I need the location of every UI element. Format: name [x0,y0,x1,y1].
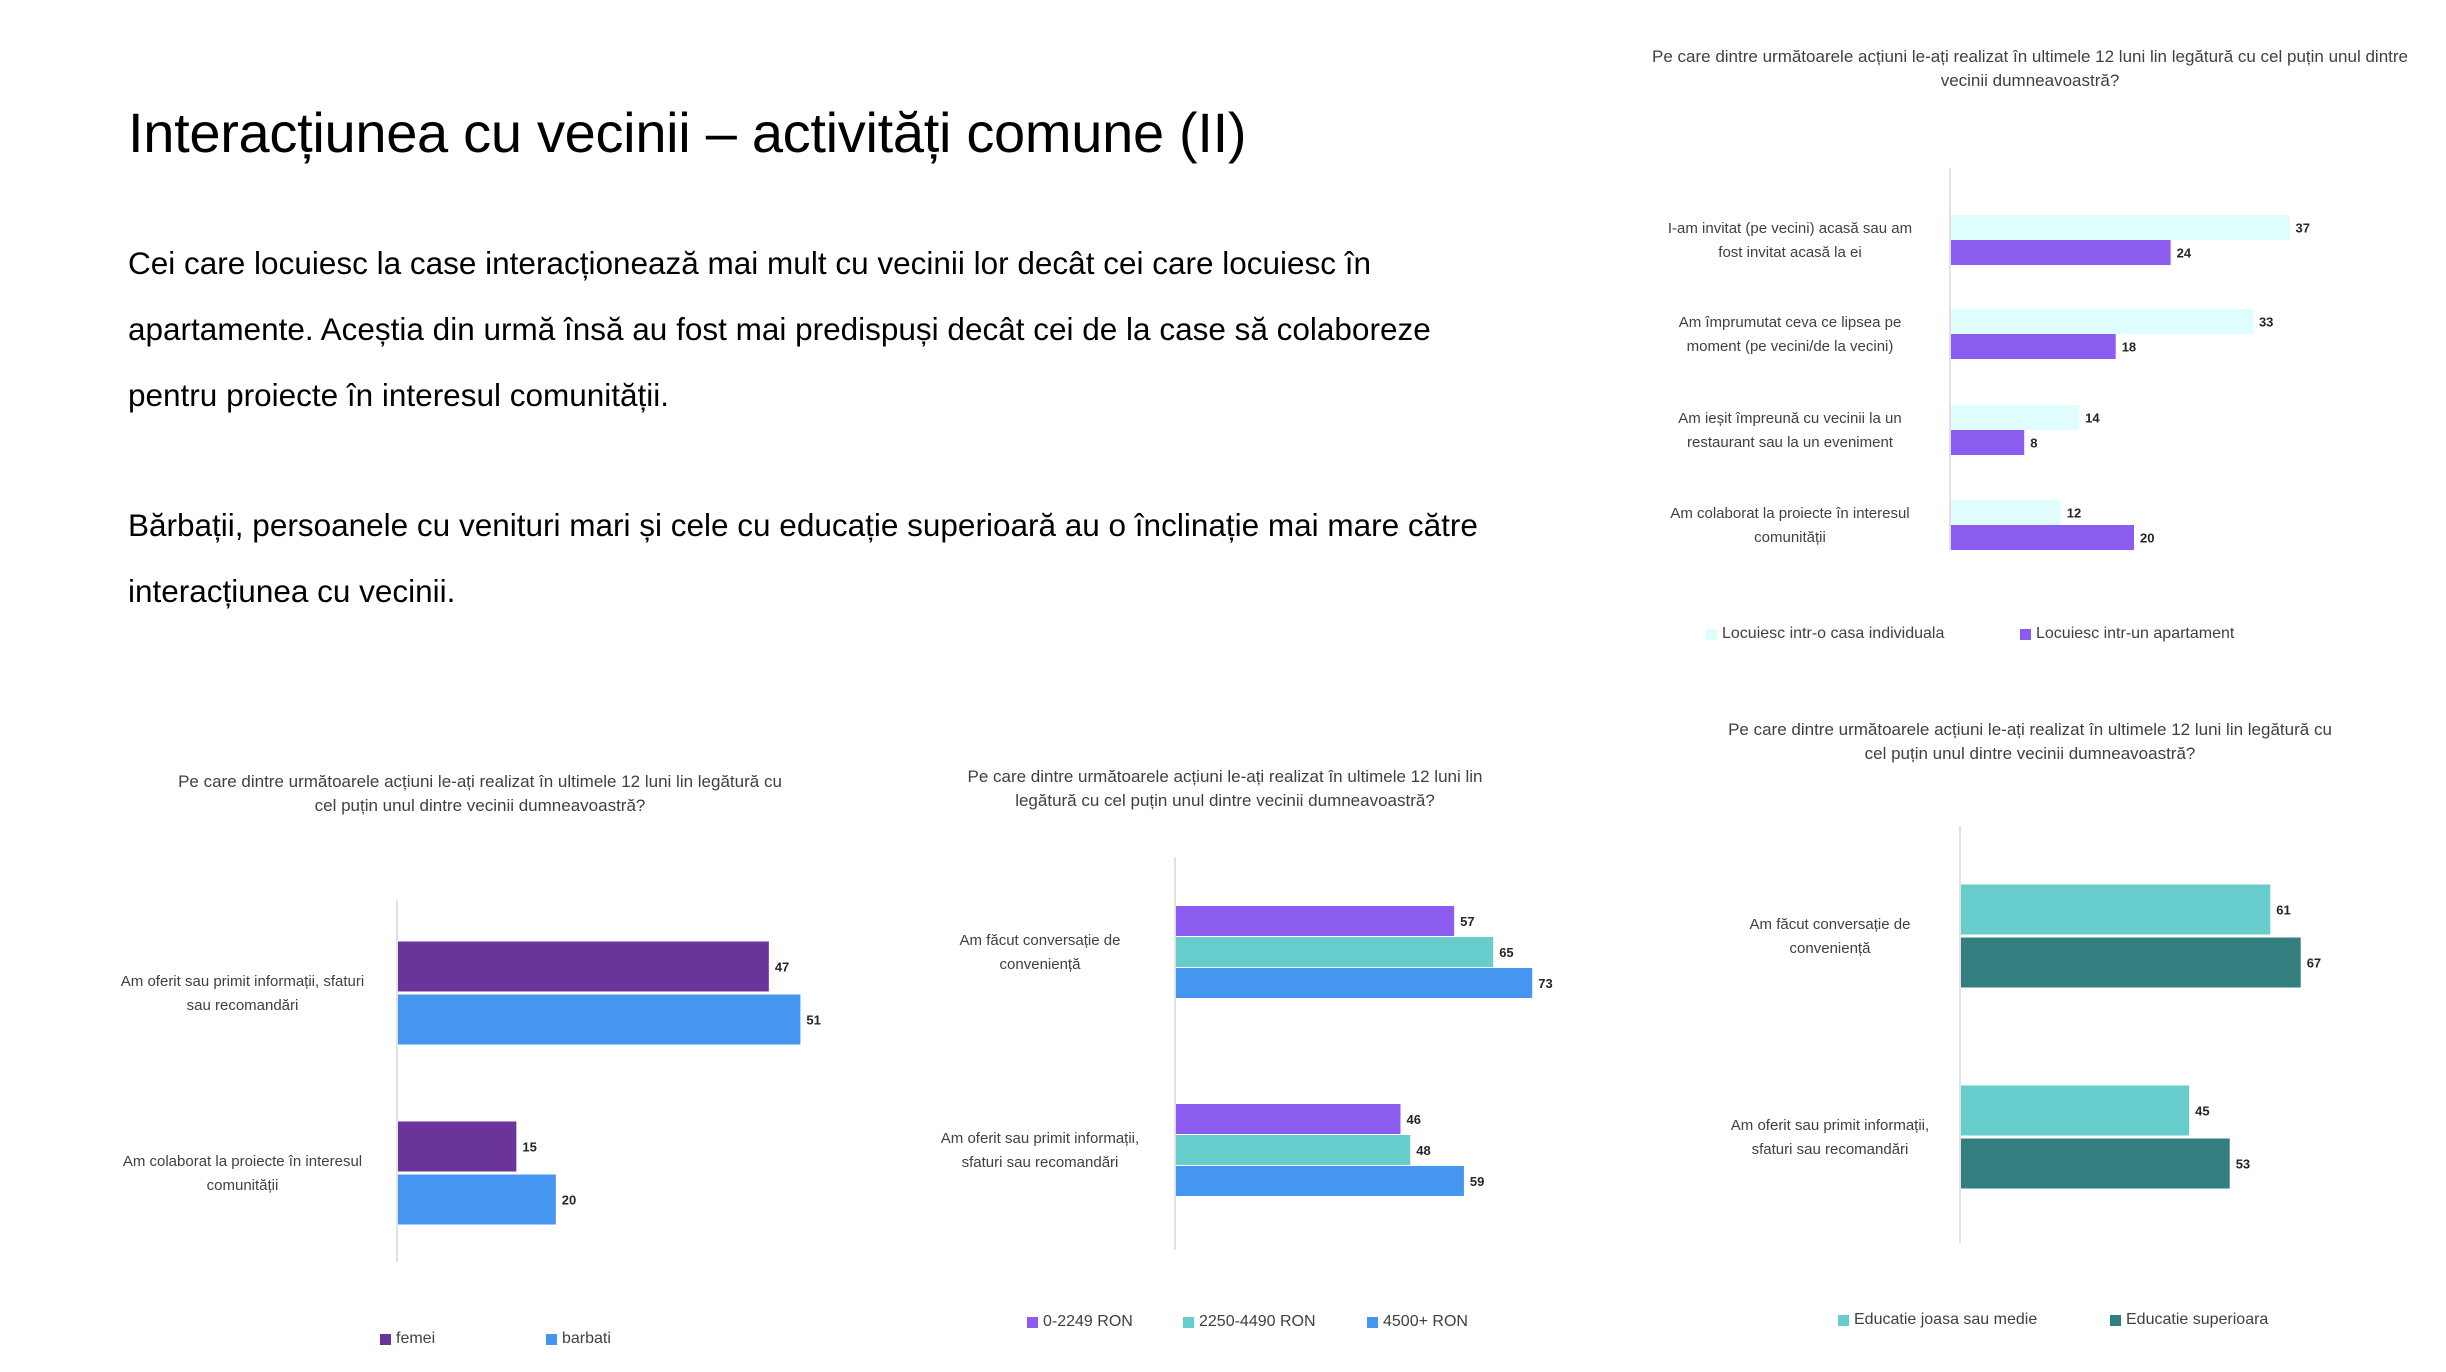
data-label: 45 [2195,1103,2210,1119]
category-label: Am oferit sau primit informații, sfaturi sau recomandări [1730,1117,1930,1158]
legend-label: Educatie superioara [2126,1311,2269,1328]
data-label: 73 [1538,976,1553,991]
bar [398,1122,516,1172]
bar [1176,937,1493,967]
legend-label: 4500+ RON [1383,1313,1468,1330]
category-label: Am făcut conversație de conveniență [959,932,1121,973]
legend-item [2110,1311,2268,1329]
bar [1951,405,2079,430]
data-label: 65 [1499,945,1514,960]
legend-item [1183,1313,1316,1331]
bar [398,942,769,992]
bar [1961,1086,2189,1136]
bar [1176,1104,1400,1134]
legend-swatch [1706,629,1717,640]
legend-item [1367,1313,1468,1331]
bar [1961,1139,2230,1189]
legend-swatch [380,1334,391,1345]
bar [1951,430,2024,455]
bar [1176,1166,1464,1196]
category-label: Am împrumutat ceva ce lipsea pe moment (pe vecini/de la vecini) [1678,314,1902,355]
legend-label: barbati [562,1330,611,1347]
chart-plot [1690,718,2430,1338]
bar [1951,525,2134,550]
slide-title: Interacțiunea cu vecinii – activități comune (II) [128,101,1247,164]
bar [1961,938,2301,988]
legend-swatch [2110,1315,2121,1326]
data-label: 33 [2258,314,2274,330]
bar [1951,334,2116,359]
data-label: 20 [561,1192,577,1208]
legend-item [1027,1313,1133,1331]
legend-item [1706,625,1944,643]
paragraph-demographics: Bărbații, persoanele cu venituri mari și cele cu educație superioară au o înclinație mai mare către interacțiunea cu vecinii. [128,507,1478,609]
data-label: 15 [522,1139,537,1155]
legend-label: 2250-4490 RON [1199,1313,1316,1330]
bar [398,995,800,1045]
data-label: 48 [1416,1143,1431,1158]
category-label: Am oferit sau primit informații, sfaturi sau recomandări [120,973,365,1014]
legend-label: Locuiesc intr-o casa individuala [1722,625,1945,642]
chart-title: Pe care dintre următoarele acțiuni le-ați realizat în ultimele 12 luni lin legătură cu cel puțin unul dintre vecinii dumneavoastră? [178,772,782,815]
data-label: 61 [2276,902,2291,918]
data-label: 67 [2306,955,2322,971]
chart-title: Pe care dintre următoarele acțiuni le-ați realizat în ultimele 12 luni lin legătură cu cel puțin unul dintre vecinii dumneavoastră? [967,767,1483,810]
data-label: 57 [1460,914,1475,929]
chart-title: Pe care dintre următoarele acțiuni le-ați realizat în ultimele 12 luni lin legătură cu cel puțin unul dintre vecinii dumneavoastră? [1728,720,2332,763]
category-label: Am colaborat la proiecte în interesul comunității [122,1153,363,1194]
bar [1176,906,1454,936]
data-label: 24 [2176,245,2192,261]
data-label: 14 [2085,410,2100,426]
legend-swatch [1367,1317,1378,1328]
bar [1961,885,2270,935]
legend-swatch [2020,629,2031,640]
bar [398,1175,556,1225]
legend-label: Locuiesc intr-un apartament [2036,625,2235,642]
legend-item [2020,625,2234,643]
data-label: 59 [1469,1174,1485,1189]
data-label: 51 [806,1012,821,1028]
chart-gender [90,770,880,1360]
bar [1951,500,2061,525]
data-label: 47 [774,959,790,975]
data-label: 46 [1406,1112,1421,1127]
bar [1951,240,2171,265]
data-label: 53 [2235,1156,2251,1172]
legend-swatch [1027,1317,1038,1328]
category-label: Am ieșit împreună cu vecinii la un restaurant sau la un eveniment [1678,410,1902,451]
data-label: 37 [2295,220,2311,236]
bar [1176,968,1532,998]
category-label: Am colaborat la proiecte în interesul comunității [1670,505,1910,546]
category-label: I-am invitat (pe vecini) acasă sau am fost invitat acasă la ei [1667,220,1913,261]
data-label: 18 [2121,339,2137,355]
chart-plot [90,770,880,1360]
paragraph-housing: Cei care locuiesc la case interacționează mai mult cu vecinii lor decât cei care locuiesc în apartamente. Aceștia din urmă însă au fost mai predispuși decât cei de la case să colaboreze pentru proiecte în interesul comunității. [128,245,1431,413]
legend-label: Educatie joasa sau medie [1854,1311,2038,1328]
bar [1951,309,2253,334]
bar [1951,215,2290,240]
category-label: Am făcut conversație de conveniență [1749,916,1911,957]
chart-title: Pe care dintre următoarele acțiuni le-ați realizat în ultimele 12 luni lin legătură cu cel puțin unul dintre vecinii dumneavoastră? [1652,47,2408,90]
chart-plot [1630,45,2430,665]
legend-item [1838,1311,2037,1329]
data-label: 20 [2140,530,2155,546]
legend-item [546,1330,611,1348]
data-label: 12 [2066,505,2082,521]
legend-swatch [1838,1315,1849,1326]
chart-income [905,765,1553,1335]
chart-education [1690,718,2430,1338]
legend-swatch [1183,1317,1194,1328]
legend-label: 0-2249 RON [1043,1313,1133,1330]
legend-item [380,1330,435,1348]
category-label: Am oferit sau primit informații, sfaturi sau recomandări [940,1130,1140,1171]
data-label: 8 [2030,435,2038,451]
legend-swatch [546,1334,557,1345]
bar [1176,1135,1410,1165]
legend-label: femei [396,1330,436,1347]
chart-plot [905,765,1553,1335]
chart-housing [1630,45,2430,665]
